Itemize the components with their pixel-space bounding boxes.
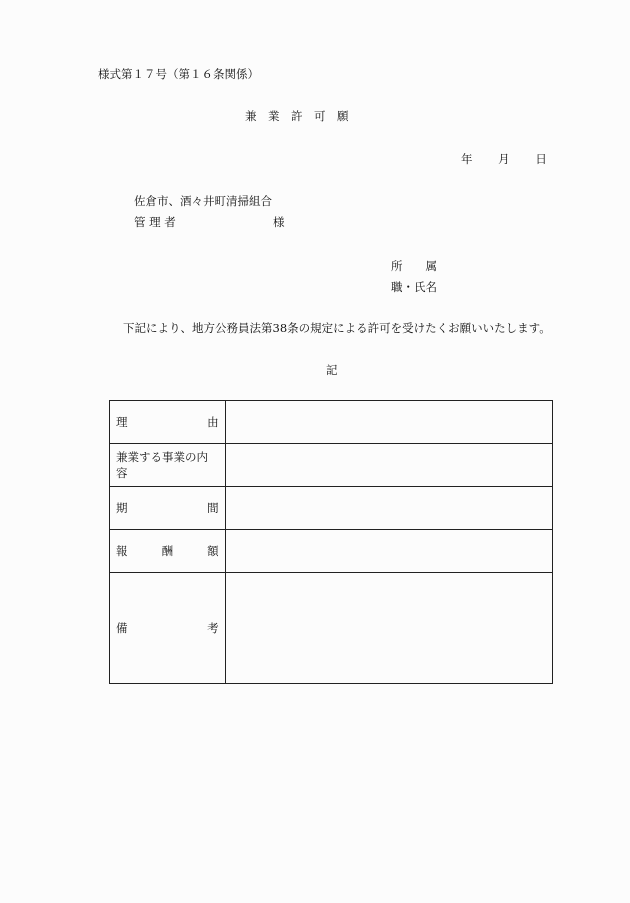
- details-table: [109, 400, 553, 684]
- remarks-label-char: 備: [116, 621, 128, 635]
- reason-label-char: 由: [207, 415, 219, 429]
- applicant-name-label: 職・氏名: [391, 280, 437, 294]
- date-line: [461, 151, 547, 167]
- addressee-role: 管 理 者: [134, 215, 176, 229]
- business-content-field[interactable]: [225, 444, 552, 487]
- date-day: 日: [535, 152, 547, 166]
- period-label-char: 期: [116, 501, 128, 515]
- request-body-text: 下記により、地方公務員法第38条の規定による許可を受けたくお願いいたします。: [123, 321, 551, 335]
- form-number: 様式第１７号（第１６条関係）: [98, 67, 259, 81]
- reason-label-char: 理: [116, 415, 128, 429]
- table-row-business: [110, 444, 553, 487]
- table-row-remarks: [110, 573, 553, 684]
- remuneration-field[interactable]: [225, 530, 552, 573]
- remarks-label-char: 考: [207, 621, 219, 635]
- remuneration-label-char: 酬: [161, 544, 174, 558]
- date-month: 月: [498, 152, 510, 166]
- period-field[interactable]: [225, 487, 552, 530]
- remarks-field[interactable]: [225, 573, 552, 684]
- period-label: [110, 487, 226, 530]
- ki-heading: 記: [326, 363, 338, 377]
- date-year: 年: [461, 152, 473, 166]
- addressee-organization: 佐倉市、酒々井町清掃組合: [134, 194, 272, 208]
- business-content-label: [110, 444, 226, 487]
- reason-field[interactable]: [225, 401, 552, 444]
- reason-label: [110, 401, 226, 444]
- addressee-honorific: 様: [273, 215, 285, 229]
- period-label-char: 間: [207, 501, 219, 515]
- table-row-remuneration: [110, 530, 553, 573]
- table-row-reason: [110, 401, 553, 444]
- remuneration-label-char: 額: [207, 544, 219, 558]
- table-row-period: [110, 487, 553, 530]
- remuneration-label-char: 報: [116, 544, 128, 558]
- document-title: 兼 業 許 可 願: [245, 109, 349, 123]
- applicant-affiliation-label: 所 属: [391, 259, 437, 273]
- business-content-label-text: 兼業する事業の内容: [116, 450, 208, 480]
- remuneration-label: [110, 530, 226, 573]
- remarks-label: [110, 573, 226, 684]
